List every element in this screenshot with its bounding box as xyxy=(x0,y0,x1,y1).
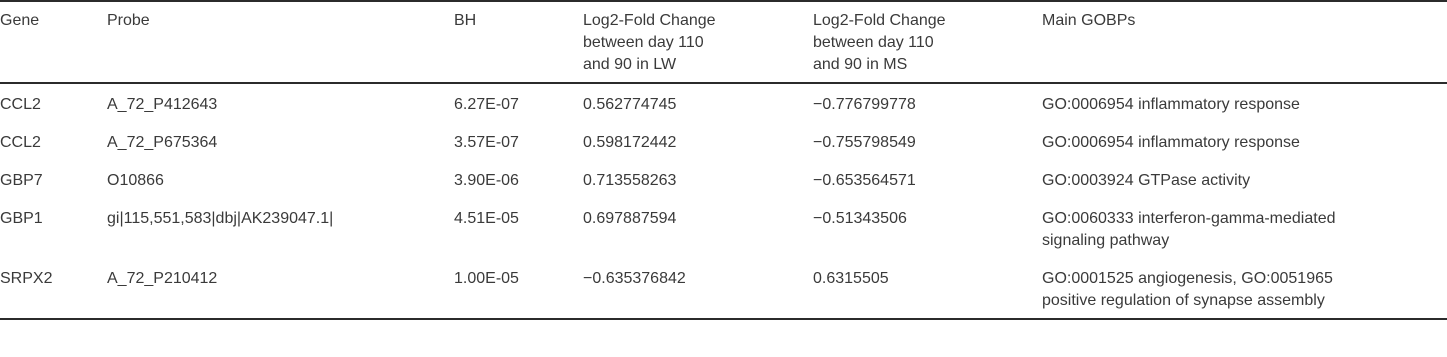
cell-gobps-line: GO:0001525 angiogenesis, GO:0051965 xyxy=(1042,270,1333,287)
cell-probe: gi|115,551,583|dbj|AK239047.1| xyxy=(107,210,334,227)
cell-gobps-line: GO:0003924 GTPase activity xyxy=(1042,172,1251,189)
header-log2fc-lw xyxy=(583,1,813,83)
cell-log2fc-ms: −0.755798549 xyxy=(813,134,916,151)
header-gene: Gene xyxy=(0,12,40,29)
header-log2fc-ms xyxy=(813,1,1042,83)
cell-gobps-line: positive regulation of synapse assembly xyxy=(1042,292,1325,309)
cell-bh: 1.00E-05 xyxy=(454,270,519,287)
cell-bh: 4.51E-05 xyxy=(454,210,519,227)
header-log2fc-ms-line-3: and 90 in MS xyxy=(813,56,908,73)
header-row xyxy=(0,1,1447,83)
header-probe: Probe xyxy=(107,12,150,29)
header-bh: BH xyxy=(454,12,477,29)
cell-gobps-line: signaling pathway xyxy=(1042,232,1170,249)
cell-gene: CCL2 xyxy=(0,134,41,151)
cell-log2fc-ms: −0.51343506 xyxy=(813,210,907,227)
cell-probe: A_72_P675364 xyxy=(107,134,218,151)
table-row xyxy=(0,160,1447,198)
cell-bh: 3.57E-07 xyxy=(454,134,519,151)
header-log2fc-lw-line-1: Log2-Fold Change xyxy=(583,12,716,29)
cell-gobps xyxy=(1042,258,1447,319)
header-log2fc-lw-line-2: between day 110 xyxy=(583,34,704,51)
cell-gobps xyxy=(1042,122,1447,160)
cell-log2fc-lw: 0.713558263 xyxy=(583,172,677,189)
cell-gene: SRPX2 xyxy=(0,270,53,287)
table-row xyxy=(0,258,1447,319)
cell-log2fc-lw: 0.562774745 xyxy=(583,96,677,113)
cell-gobps-line: GO:0060333 interferon-gamma-mediated xyxy=(1042,210,1336,227)
cell-gobps xyxy=(1042,83,1447,122)
table-row xyxy=(0,122,1447,160)
cell-probe: O10866 xyxy=(107,172,164,189)
cell-bh: 6.27E-07 xyxy=(454,96,519,113)
header-log2fc-ms-line-1: Log2-Fold Change xyxy=(813,12,946,29)
header-main-gobps: Main GOBPs xyxy=(1042,12,1136,29)
cell-gobps-line: GO:0006954 inflammatory response xyxy=(1042,96,1300,113)
table-row xyxy=(0,83,1447,122)
cell-gene: CCL2 xyxy=(0,96,41,113)
cell-gene: GBP7 xyxy=(0,172,43,189)
header-log2fc-ms-line-2: between day 110 xyxy=(813,34,934,51)
table-row xyxy=(0,198,1447,258)
cell-log2fc-lw: −0.635376842 xyxy=(583,270,686,287)
cell-log2fc-ms: −0.653564571 xyxy=(813,172,916,189)
cell-log2fc-lw: 0.697887594 xyxy=(583,210,677,227)
cell-bh: 3.90E-06 xyxy=(454,172,519,189)
cell-log2fc-lw: 0.598172442 xyxy=(583,134,677,151)
cell-gobps-line: GO:0006954 inflammatory response xyxy=(1042,134,1300,151)
table-body xyxy=(0,83,1447,319)
cell-gene: GBP1 xyxy=(0,210,43,227)
cell-log2fc-ms: −0.776799778 xyxy=(813,96,916,113)
header-log2fc-lw-line-3: and 90 in LW xyxy=(583,56,677,73)
cell-log2fc-ms: 0.6315505 xyxy=(813,270,889,287)
cell-probe: A_72_P210412 xyxy=(107,270,218,287)
cell-probe: A_72_P412643 xyxy=(107,96,218,113)
cell-gobps xyxy=(1042,198,1447,258)
table-header xyxy=(0,1,1447,83)
cell-gobps xyxy=(1042,160,1447,198)
